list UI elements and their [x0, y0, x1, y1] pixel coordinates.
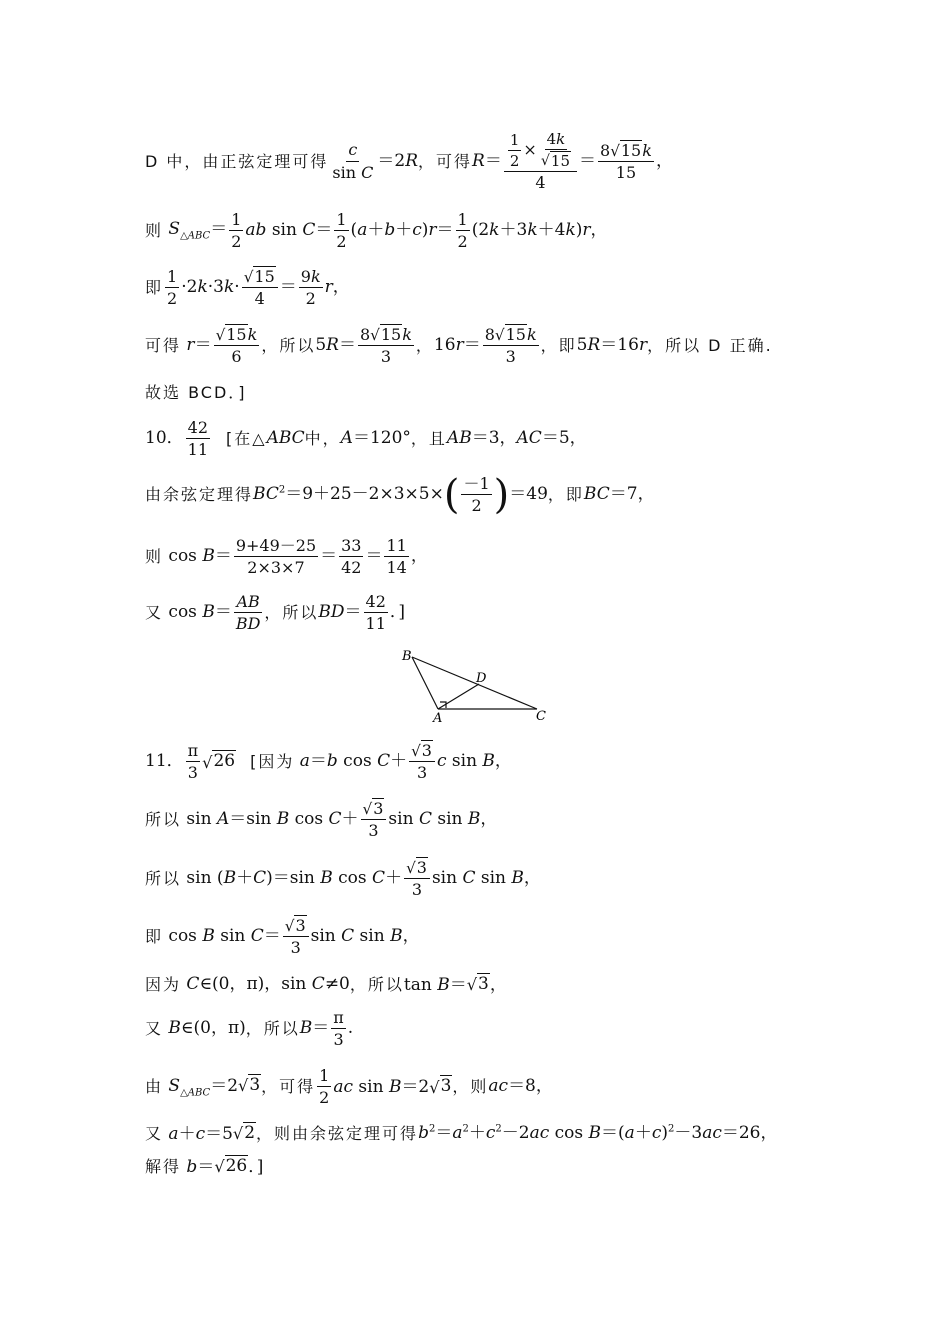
segment-ad: [438, 684, 479, 709]
text: [因为: [250, 751, 295, 771]
side-ab: [412, 657, 438, 709]
text: 由: [145, 1077, 164, 1097]
text: 则: [145, 221, 164, 241]
text: 即: [145, 926, 164, 946]
problem-number: 10．: [145, 428, 184, 449]
solution-line-7: 由余弦定理得 $BC^2=9+25-2\times 3\times 5\times$ ( $\frac{-1}{2}$ ) ＝49 ，即 BC＝7，: [145, 471, 655, 518]
solution-line-13: 即 cos B sin C＝ √ 3 3 sin C sin B，: [145, 916, 420, 958]
fraction: $\frac{c}{\text{sin C}}$: [332, 140, 374, 182]
solution-line-2: 则 $S_{\triangle ABC}=$ $\frac{1}{2}$ ab sin C＝ $\frac{1}{2}$ (a＋b＋c)r＝ $\frac{1}{2}$ (2k＋3k＋4k)r，: [145, 210, 608, 252]
solution-line-1: D 中，由正弦定理可得 $\frac{c}{\text{sin C}}$ ＝2R ，可得 R＝ $\frac{1}{2}$ × 4k √ 15 4 ＝ 8 √ 15 k 15 ，: [145, 130, 673, 193]
solution-line-4: 可得 r＝ √ 15 k 6 ，所以 5R＝ 8 √ 15 k 3 ， 16r＝ 8 √ 15 k 3 ，即 5R＝16r ，所以 D 正确.: [145, 324, 773, 367]
problem-number: 11．: [145, 750, 184, 771]
solution-line-18: 解得 b＝ √ 26 ．]: [145, 1156, 264, 1178]
solution-line-8: 则 cos B＝ $\frac{9+49-25}{2\times 3\times 7}$ ＝ $\frac{33}{42}$ ＝ $\frac{11}{14}$ ，: [145, 536, 428, 578]
text: ，所以: [264, 603, 319, 623]
fraction: 8 √ 15 k 15: [600, 140, 652, 183]
label-c: C: [536, 709, 546, 724]
text: ，所以 D 正确.: [647, 335, 773, 355]
triangle-figure: [390, 645, 560, 727]
text: 所以: [145, 868, 182, 888]
solution-line-16: 由 $S_{\triangle ABC}=2$ √ 3 ，可得 $\frac{1}{2}$ ac sin B＝2 √ 3 ，则 ac＝8，: [145, 1066, 553, 1108]
text: 故选 BCD．]: [145, 383, 247, 402]
text: D 中，由正弦定理可得: [145, 151, 329, 171]
solution-line-15: 又 B∈(0，π) ，所以 B＝ $\frac{\pi}{3}$ .: [145, 1008, 354, 1050]
text: 即: [145, 277, 164, 297]
text: ，且: [410, 429, 447, 449]
text: 又: [145, 1019, 164, 1039]
solution-line-12: 所以 sin (B＋C)＝sin B cos C＋ √ 3 3 sin C sin B，: [145, 858, 541, 900]
text: [在△: [226, 429, 267, 449]
text: ，: [415, 335, 434, 355]
text: ，则由余弦定理可得: [256, 1123, 419, 1143]
solution-line-17: 又 a＋c＝5 √ 2 ，则由余弦定理可得 $b^2=a^2+c^2-2ac$ $\cos B=(a+c)^2-3ac=26$，: [145, 1123, 778, 1145]
solution-line-14: 因为 C∈(0，π)，sin C≠0 ，所以 tan B＝ √ 3 ，: [145, 974, 507, 996]
problem-11-header: 11． $\frac{\pi}{3}$ √ 26 [因为 a＝b cos C＋ √ 3 3 c sin B，: [145, 740, 512, 783]
solution-line-11: 所以 sin A＝sin B cos C＋ √ 3 3 sin C sin B，: [145, 799, 498, 841]
text: 中，: [304, 429, 341, 449]
text: ，则: [452, 1077, 489, 1097]
text: 可得: [145, 335, 182, 355]
solution-line-9: 又 cos B＝ $\frac{AB}{BD}$ ，所以 BD＝ $\frac{42}{11}$ ．]: [145, 592, 406, 634]
text: 则: [145, 547, 164, 567]
text: ，可得: [418, 151, 473, 171]
text: ，所以: [245, 1019, 300, 1039]
text: 又: [145, 1123, 164, 1143]
fraction: $\frac{1}{2}$ × 4k √ 15 4: [504, 130, 577, 192]
text: 又: [145, 603, 164, 623]
label-b: B: [402, 649, 412, 664]
text: 因为: [145, 974, 182, 994]
text: 由余弦定理得: [145, 485, 254, 505]
text: ，即: [540, 335, 577, 355]
text: ，可得: [261, 1077, 316, 1097]
problem-10-header: 10． $\frac{42}{11}$ [在△ ABC 中， A＝120° ，且 AB＝3，AC＝5，: [145, 418, 587, 460]
solution-line-3: 即 $\frac{1}{2}$ ·2k·3k· √ 15 4 ＝ $\frac{9k}{2}$ r，: [145, 266, 350, 309]
side-bc: [412, 657, 537, 709]
text: ，即: [547, 485, 584, 505]
label-d: D: [476, 671, 487, 686]
text: 所以: [145, 809, 182, 829]
solution-line-5: [145, 383, 247, 402]
text: ，所以: [261, 335, 316, 355]
text: 解得: [145, 1156, 182, 1176]
text: ，所以: [349, 974, 404, 994]
label-a: A: [433, 711, 443, 726]
